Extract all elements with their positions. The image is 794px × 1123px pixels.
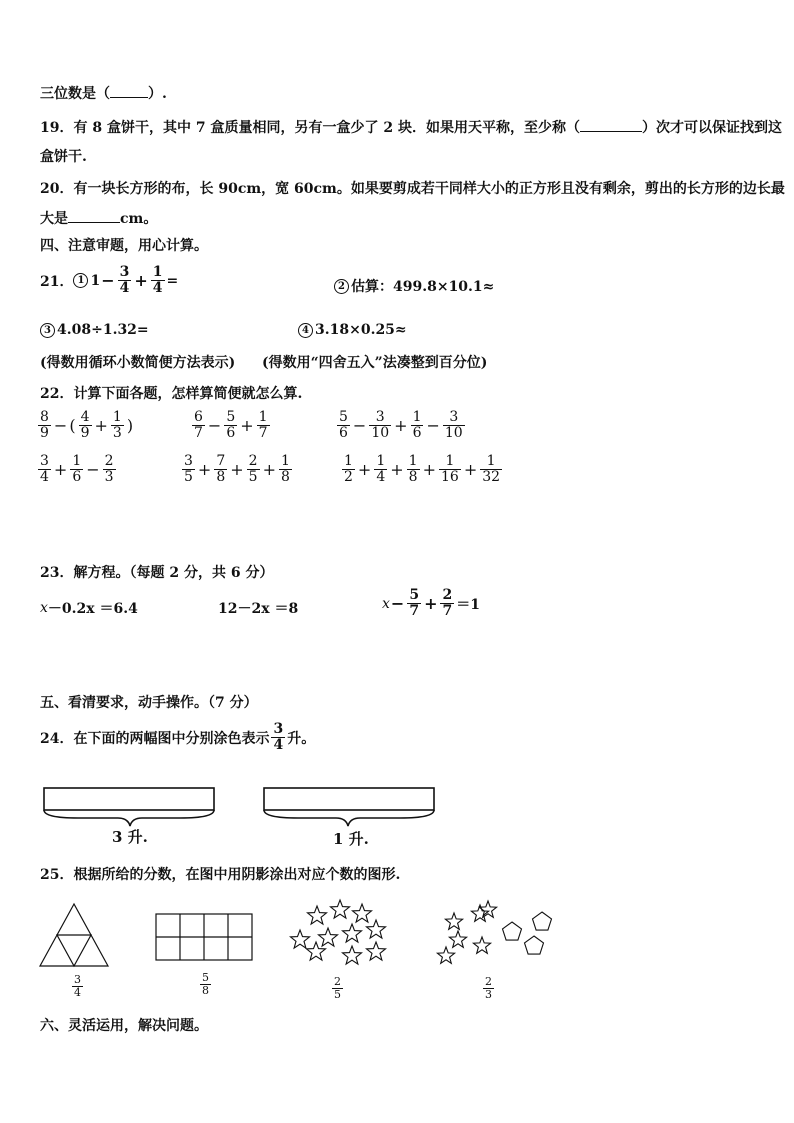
q21-part3: 3 4.08÷1.32= (40, 322, 149, 338)
q21-part1: 21． 1 1 − $\frac{3}{4}$ + $\frac{1}{4}$ = (40, 264, 179, 296)
q18-answer-blank[interactable] (110, 85, 148, 98)
star-shape[interactable] (449, 931, 466, 947)
circled-number-3: 3 (40, 323, 55, 338)
q21-part2: 2 估算：499.8×10.1≈ (334, 276, 494, 296)
q25-frac-1: $\frac{3}{4}$ (74, 973, 81, 999)
star-shape[interactable] (319, 928, 338, 946)
section-5-title: 五、看清要求，动手操作。（7 分） (40, 695, 258, 711)
q24-bars-figure (38, 784, 458, 848)
q22-expr-3: $\frac{5}{6}$ − $\frac{3}{10}$ + $\frac{1}{6}$ − $\frac{3}{10}$ (339, 409, 463, 441)
star-shape[interactable] (308, 906, 327, 924)
q23-title: 23．解方程。（每题 2 分，共 6 分） (40, 565, 274, 581)
star-shape[interactable] (331, 900, 350, 918)
star-shape[interactable] (479, 901, 496, 917)
triangle-quarters[interactable] (40, 904, 108, 966)
q20-line2: 大是 cm。 (40, 211, 158, 227)
bar-3-liters[interactable] (44, 788, 214, 810)
star-shape[interactable] (445, 913, 462, 929)
q22-expr-4: $\frac{3}{4}$ + $\frac{1}{6}$ − $\frac{2}{3}$ (40, 453, 114, 485)
section-4-title: 四、注意审题，用心计算。 (40, 238, 208, 254)
star-shape[interactable] (343, 946, 362, 964)
q21-note-1: (得数用循环小数简便方法表示) (40, 355, 236, 371)
q22-expr-2: $\frac{6}{7}$ − $\frac{5}{6}$ + $\frac{1}{7}$ (194, 409, 268, 441)
star-shape[interactable] (343, 924, 362, 942)
fraction: $\frac{3}{4}$ (119, 264, 130, 296)
star-shape[interactable] (291, 930, 310, 948)
circled-number-2: 2 (334, 279, 349, 294)
q23-eq-3: x − $\frac{5}{7}$ + $\frac{2}{7}$ ＝1 (382, 587, 480, 619)
star-shape[interactable] (353, 904, 372, 922)
circled-number-1: 1 (73, 273, 88, 288)
q21-part4: 4 3.18×0.25≈ (298, 322, 407, 338)
star-shape[interactable] (437, 947, 454, 963)
q25-frac-2: $\frac{5}{8}$ (202, 971, 209, 997)
q18-tail: 三位数是（ ）. (40, 86, 167, 102)
q19-answer-blank[interactable] (580, 119, 642, 132)
q20-line1: 20．有一块长方形的布，长 90cm，宽 60cm。如果要剪成若干同样大小的正方形且没有剩余，剪出的长方形的边长最 (40, 181, 785, 197)
star-shape[interactable] (367, 920, 386, 938)
pentagon-shape[interactable] (503, 922, 522, 940)
q20-answer-blank[interactable] (68, 210, 120, 223)
q23-eq-1: x －0.2x ＝6.4 (40, 600, 138, 617)
q25-frac-4: $\frac{2}{3}$ (485, 975, 492, 1001)
fraction: $\frac{1}{4}$ (152, 264, 163, 296)
q23-eq-2: 12－2x ＝8 (218, 601, 299, 617)
q25-title: 25．根据所给的分数，在图中用阴影涂出对应个数的图形. (40, 867, 401, 883)
q24-title: 24．在下面的两幅图中分别涂色表示 $\frac{3}{4}$ 升。 (40, 721, 316, 753)
pentagon-shape[interactable] (525, 936, 544, 954)
q22-expr-6: $\frac{1}{2}$ + $\frac{1}{4}$ + $\frac{1}{8}$ + $\frac{1}{16}$ + $\frac{1}{32}$ (344, 453, 501, 485)
q22-expr-5: $\frac{3}{5}$ + $\frac{7}{8}$ + $\frac{2}{5}$ + $\frac{1}{8}$ (184, 453, 290, 485)
q25-shapes-figure (36, 894, 566, 974)
q19-line1: 19．有 8 盒饼干，其中 7 盒质量相同，另有一盒少了 2 块．如果用天平称，至少称（ ）次才可以保证找到这 (40, 120, 782, 136)
section-6-title: 六、灵活运用，解决问题。 (40, 1018, 208, 1034)
q22-expr-1: $\frac{8}{9}$ − ( $\frac{4}{9}$ + $\frac{1}{3}$ ) (40, 409, 134, 441)
q21-note-2: (得数用“四舍五入”法凑整到百分位) (262, 355, 488, 371)
pentagon-shape[interactable] (533, 912, 552, 930)
q25-frac-3: $\frac{2}{5}$ (334, 975, 341, 1001)
circled-number-4: 4 (298, 323, 313, 338)
stars-pentagons-group[interactable] (437, 901, 551, 963)
q22-title: 22．计算下面各题，怎样算简便就怎么算. (40, 386, 303, 402)
q19-line2: 盒饼干. (40, 149, 87, 165)
bar-label-1-liter: 1 升. (333, 830, 369, 848)
star-shape[interactable] (367, 942, 386, 960)
bar-1-liter[interactable] (264, 788, 434, 810)
bar-label-3-liters: 3 升. (112, 828, 148, 846)
star-shape[interactable] (473, 937, 490, 953)
stars-group-10[interactable] (291, 900, 386, 964)
rectangle-grid[interactable] (156, 914, 252, 960)
